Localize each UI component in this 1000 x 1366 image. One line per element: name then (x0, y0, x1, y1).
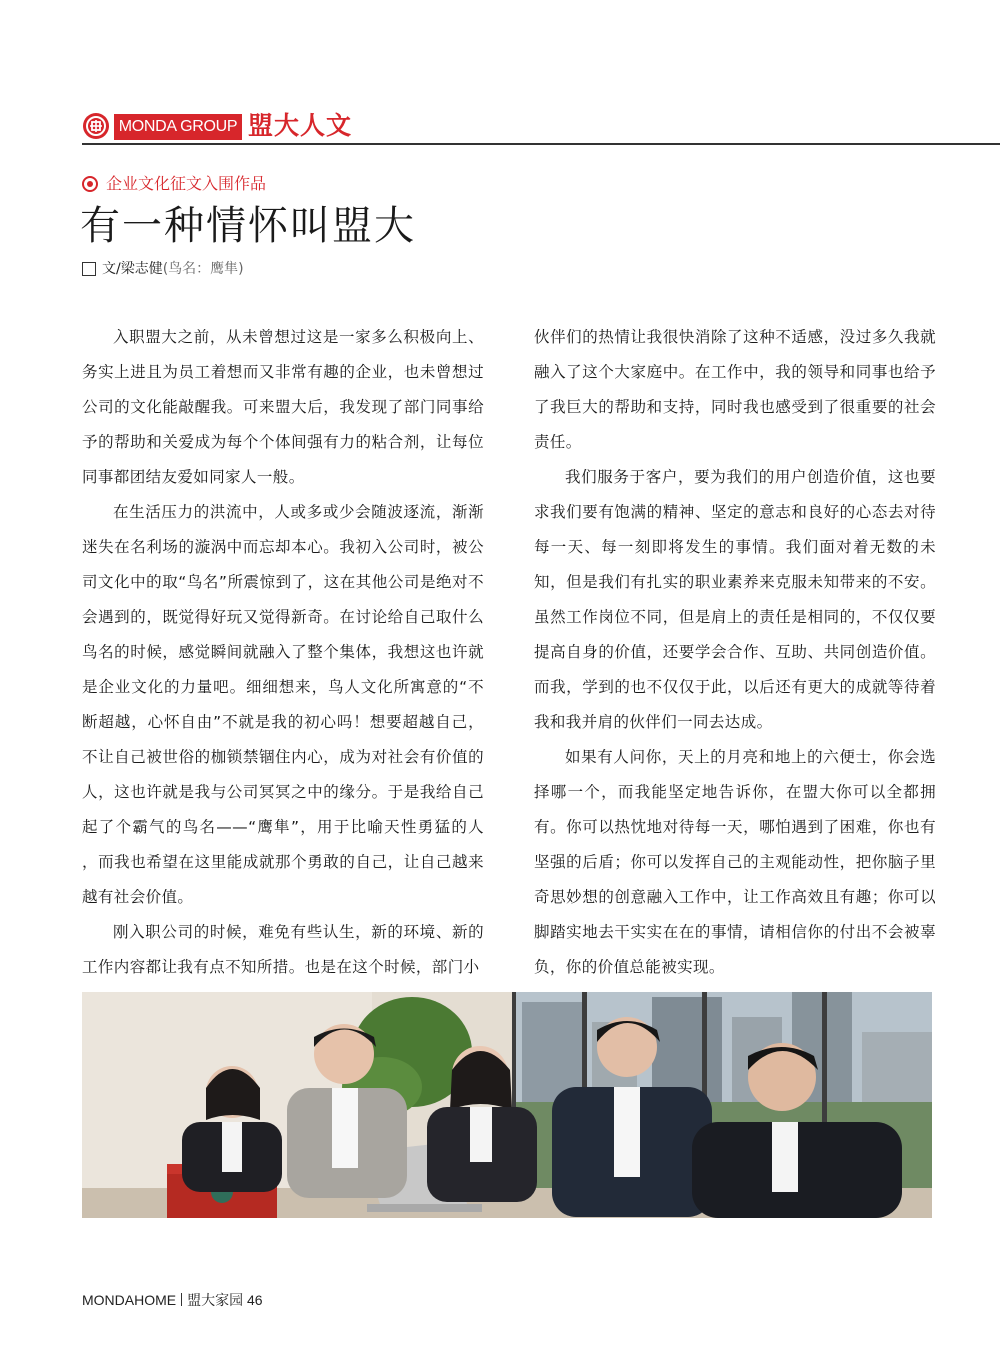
article-title: 有一种情怀叫盟大 (80, 203, 416, 249)
paragraph: 在生活压力的洪流中，人或多或少会随波逐流，渐渐迷失在名利场的漩涡中而忘却本心。我初入公司时，被公司文化中的取“鸟名”所震惊到了，这在其他公司是绝对不会遇到的，既觉得好玩又觉得新奇。在讨论给自己取什么鸟名的时候，感觉瞬间就融入了整个集体，我想这也许就是企业文化的力量吧。细细想来，鸟人文化所寓意的“不断超越，心怀自由”不就是我的初心吗！想要超越自己，不让自己被世俗的枷锁禁锢住内心，成为对社会有价值的人，这也许就是我与公司冥冥之中的缘分。于是我给自己起了个霸气的鸟名——“鹰隼”，用于比喻天性勇猛的人 ，而我也希望在这里能成就那个勇敢的自己，让自己越来越有社会价值。 (82, 503, 484, 906)
square-bullet-icon (82, 262, 96, 276)
paragraph: 伙伴们的热情让我很快消除了这种不适感，没过多久我就融入了这个大家庭中。在工作中，我的领导和同事也给予了我巨大的帮助和支持，同时我也感受到了很重要的社会责任。 (534, 328, 936, 451)
paragraph: 如果有人问你，天上的月亮和地上的六便士，你会选择哪一个，而我能坚定地告诉你，在盟大你可以全都拥有。你可以热忱地对待每一天，哪怕遇到了困难，你也有坚强的后盾；你可以发挥自己的主观能动性，把你脑子里奇思妙想的创意融入工作中，让工作高效且有趣；你可以脚踏实地去干实实在在的事情，请相信你的付出不会被辜负，你的价值总能被实现。 (534, 748, 936, 976)
author-alias: (鸟名：鹰隼) (162, 261, 244, 277)
team-meeting-photo (82, 992, 932, 1218)
team-meeting-illustration (82, 992, 932, 1218)
article-column-left (82, 320, 484, 985)
footer-magazine: 盟大家园 (187, 1292, 244, 1308)
section-header (0, 108, 1000, 144)
header-divider (82, 143, 1000, 145)
footer-brand: MONDAHOME (82, 1292, 177, 1308)
footer-separator (181, 1293, 182, 1306)
paragraph: 刚入职公司的时候，难免有些认生，新的环境、新的工作内容都让我有点不知所措。也是在这个时候，部门小 (82, 923, 484, 976)
page-number: 46 (247, 1292, 263, 1308)
page-footer (82, 1290, 263, 1310)
kicker-text: 企业文化征文入围作品 (106, 174, 267, 193)
author-name: 文/梁志健 (102, 261, 163, 277)
paragraph: 入职盟大之前，从未曾想过这是一家多么积极向上、务实上进且为员工着想而又非常有趣的企业，也未曾想过公司的文化能敲醒我。可来盟大后，我发现了部门同事给予的帮助和关爱成为每个个体间强有力的粘合剂，让每位同事都团结友爱如同家人一般。 (82, 328, 484, 486)
paragraph: 我们服务于客户，要为我们的用户创造价值，这也要求我们要有饱满的精神、坚定的意志和良好的心态去对待每一天、每一刻即将发生的事情。我们面对着无数的未知，但是我们有扎实的职业素养来克服未知带来的不安。虽然工作岗位不同，但是肩上的责任是相同的，不仅仅要提高自身的价值，还要学会合作、互助、共同创造价值。而我，学到的也不仅仅于此，以后还有更大的成就等待着我和我并肩的伙伴们一同去达成。 (534, 468, 936, 731)
article-column-right (534, 320, 936, 985)
section-name: 盟大人文 (248, 111, 353, 140)
brand-label: MONDA GROUP (114, 114, 242, 140)
byline-text (102, 259, 244, 279)
monda-seal-icon (82, 112, 110, 140)
target-dot-icon (82, 176, 98, 192)
